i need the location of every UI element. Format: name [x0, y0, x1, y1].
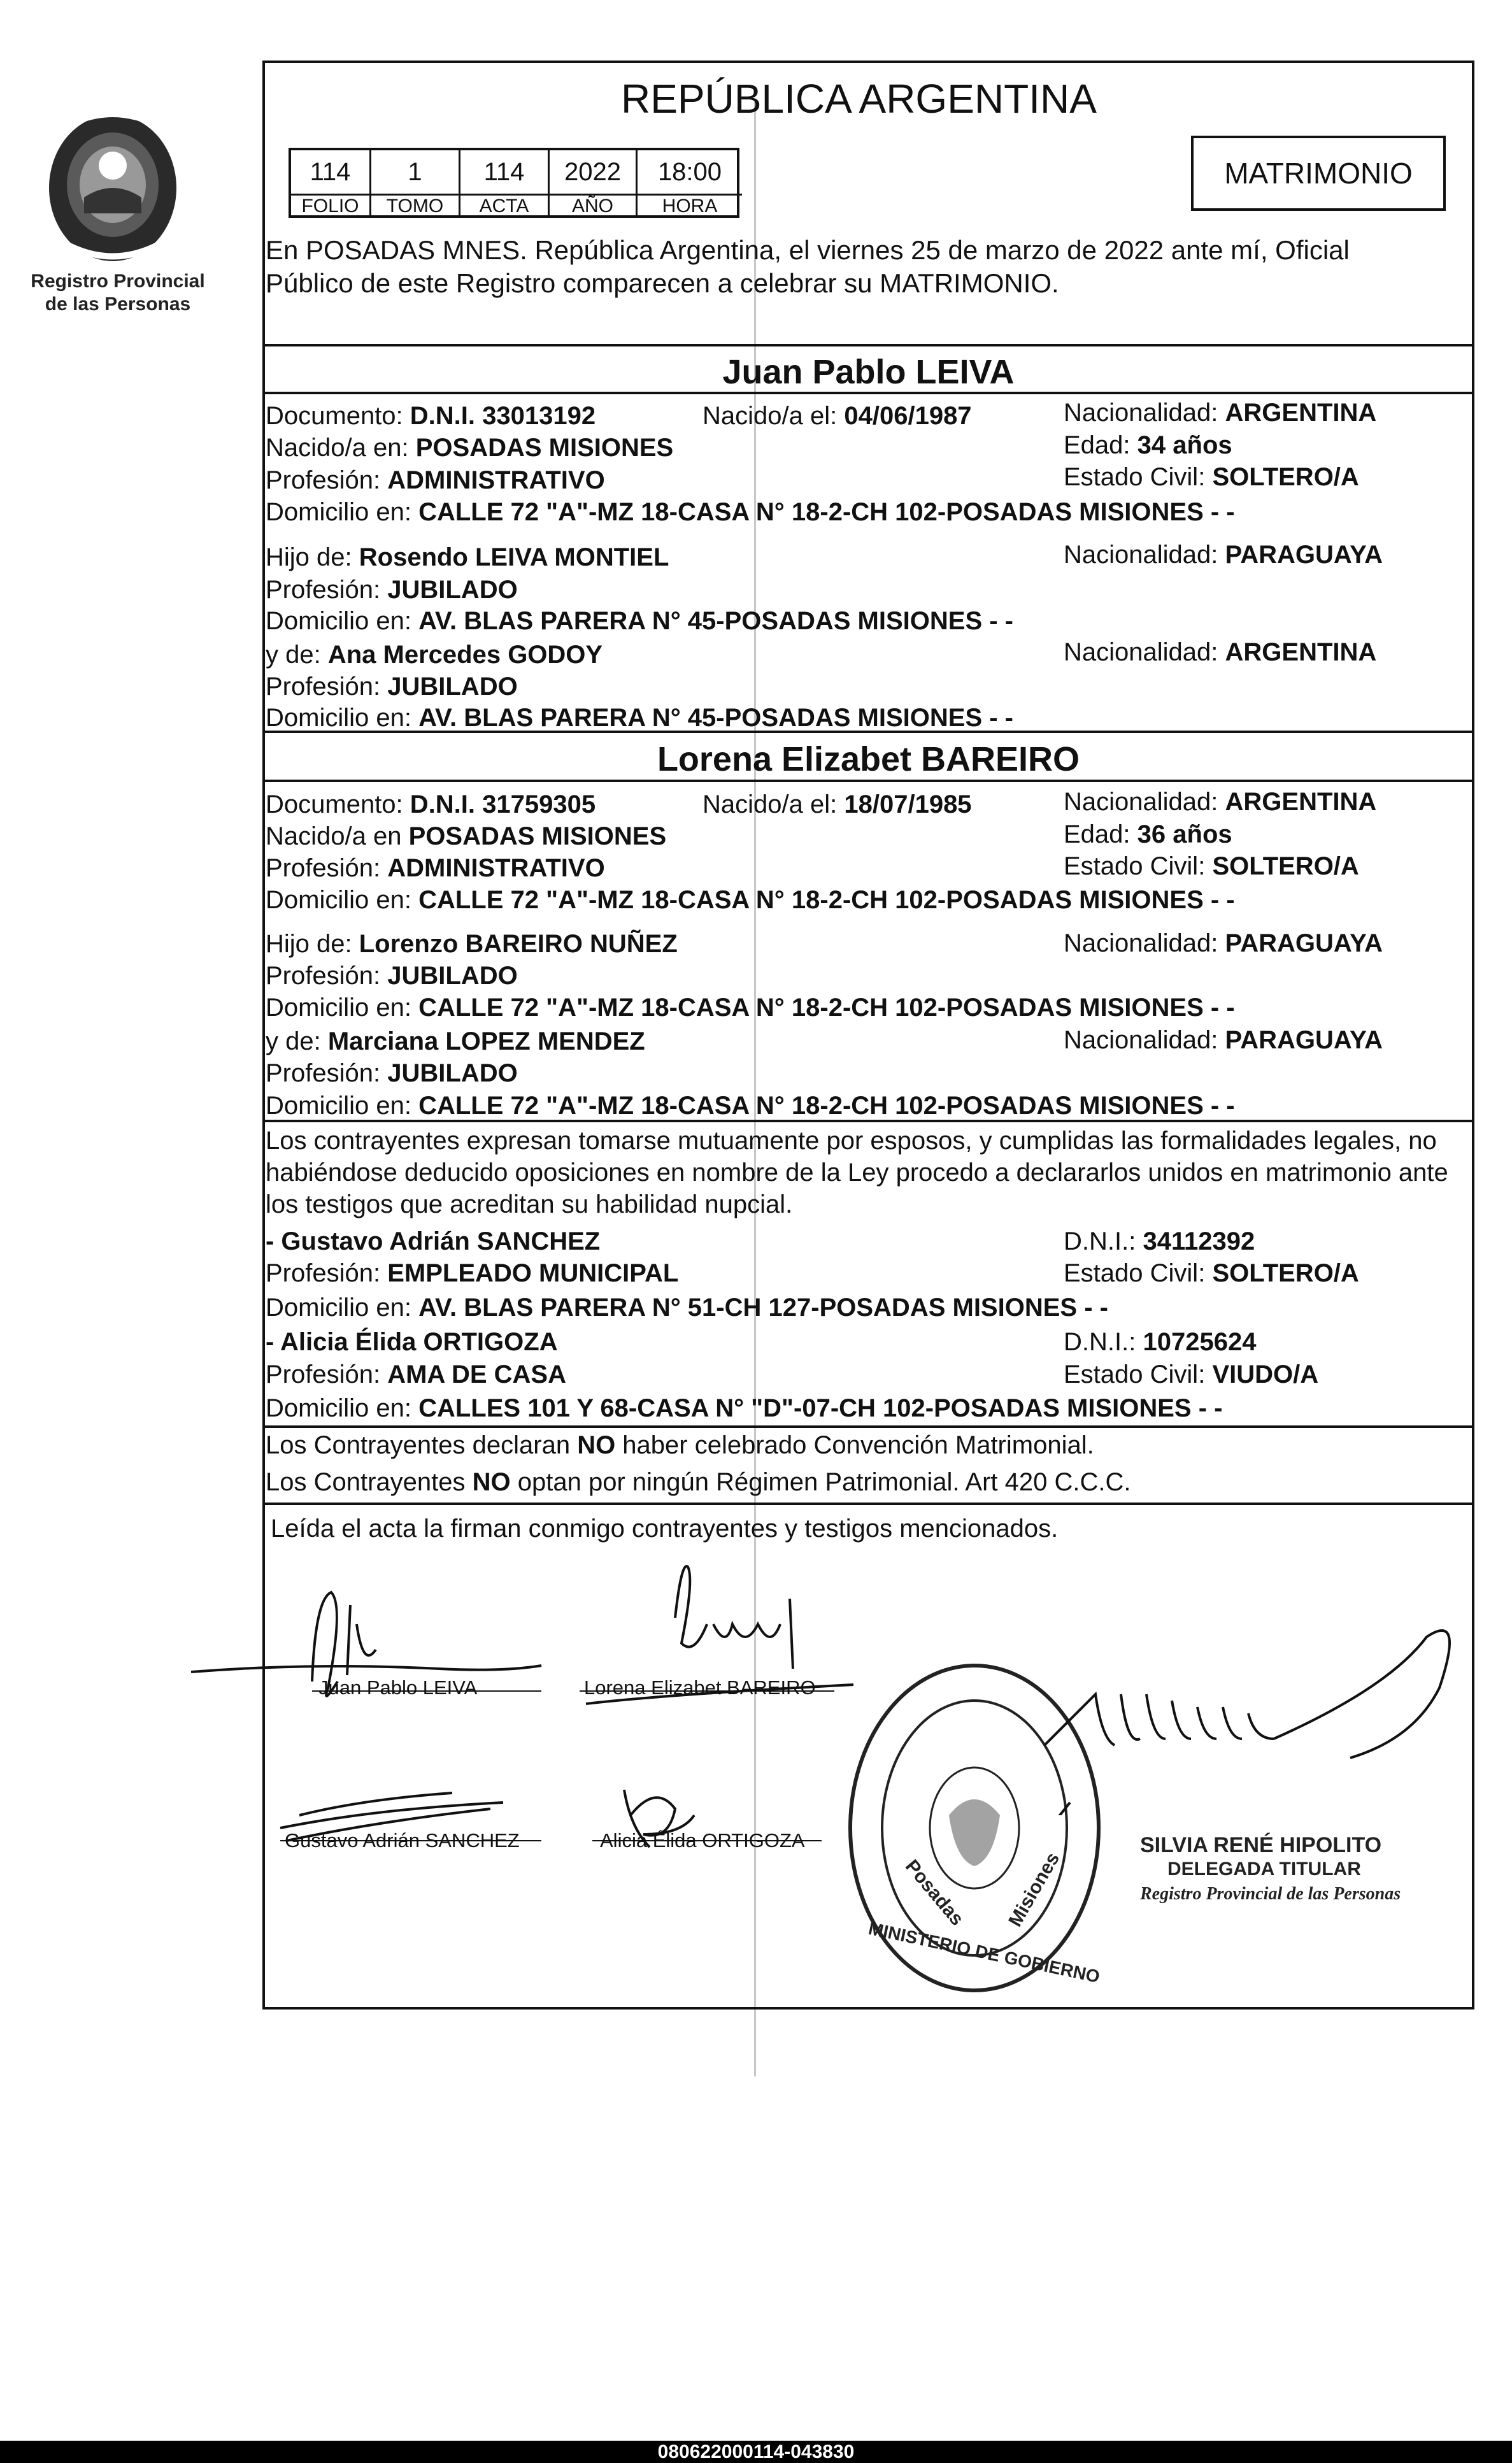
witness-1-profession: Profesión: EMPLEADO MUNICIPAL: [266, 1259, 679, 1287]
groom-nationality: Nacionalidad: ARGENTINA: [1064, 399, 1377, 427]
groom-born-in: Nacido/a en: POSADAS MISIONES: [266, 434, 674, 462]
groom-civil-status: Estado Civil: SOLTERO/A: [1064, 463, 1359, 491]
witness-1-civil-status: Estado Civil: SOLTERO/A: [1064, 1259, 1359, 1287]
officer-role: DELEGADA TITULAR: [1167, 1859, 1361, 1880]
signature-caption-groom: Juan Pablo LEIVA: [318, 1676, 478, 1699]
groom-father-address: Domicilio en: AV. BLAS PARERA N° 45-POSADAS MISIONES - -: [266, 607, 1013, 635]
groom-address: Domicilio en: CALLE 72 "A"-MZ 18-CASA N° 18-2-CH 102-POSADAS MISIONES - -: [266, 498, 1235, 526]
witness-2-address: Domicilio en: CALLES 101 Y 68-CASA N° "D"-07-CH 102-POSADAS MISIONES - -: [266, 1394, 1223, 1422]
bride-nationality: Nacionalidad: ARGENTINA: [1064, 788, 1377, 816]
rule-closing: [262, 1503, 1474, 1505]
bride-father-nationality: Nacionalidad: PARAGUAYA: [1064, 929, 1383, 957]
bride-mother: y de: Marciana LOPEZ MENDEZ: [266, 1027, 645, 1055]
witness-2-profession: Profesión: AMA DE CASA: [266, 1360, 566, 1389]
bride-address: Domicilio en: CALLE 72 "A"-MZ 18-CASA N° 18-2-CH 102-POSADAS MISIONES - -: [266, 886, 1235, 914]
bride-father: Hijo de: Lorenzo BAREIRO NUÑEZ: [266, 930, 678, 958]
bride-born-in: Nacido/a en POSADAS MISIONES: [266, 822, 667, 850]
registry-caption-line-1: Registro Provincial: [31, 271, 205, 292]
seal-center-left: Posadas: [901, 1855, 968, 1930]
rule-groom-name: [262, 392, 1474, 394]
groom-mother: y de: Ana Mercedes GODOY: [266, 641, 603, 669]
groom-profession: Profesión: ADMINISTRATIVO: [266, 466, 605, 494]
seal-bottom-text: MINISTERIO DE GOBIERNO: [866, 1918, 1102, 1987]
groom-mother-address: Domicilio en: AV. BLAS PARERA N° 45-POSADAS MISIONES - -: [266, 704, 1013, 732]
officer-signature: [1032, 1611, 1478, 1815]
id-hour: 18:00 HORA: [638, 150, 742, 217]
handwritten-signatures: [185, 1541, 873, 1873]
bride-born-on: Nacido/a el: 18/07/1985: [703, 790, 972, 818]
groom-father-nationality: Nacionalidad: PARAGUAYA: [1064, 541, 1383, 569]
witness-2-dni: D.N.I.: 10725624: [1064, 1328, 1257, 1356]
bride-doc: Documento: D.N.I. 31759305: [266, 790, 596, 818]
declaration-line-1: Los contrayentes expresan tomarse mutuamente por esposos, y cumplidas las formalidades legales, no: [266, 1127, 1437, 1155]
groom-born-on: Nacido/a el: 04/06/1987: [703, 402, 972, 430]
bride-mother-profession: Profesión: JUBILADO: [266, 1059, 518, 1087]
id-folio: 114 FOLIO: [291, 150, 371, 217]
witness-2-name: - Alicia Élida ORTIGOZA: [266, 1328, 558, 1356]
witness-1-name: - Gustavo Adrián SANCHEZ: [266, 1227, 601, 1255]
record-id-box: [289, 148, 739, 218]
id-tomo: 1 TOMO: [371, 150, 460, 217]
closing-line: Leída el acta la firman conmigo contrayentes y testigos mencionados.: [271, 1515, 1059, 1543]
groom-mother-profession: Profesión: JUBILADO: [266, 673, 518, 701]
footer-code: 080622000114-043830: [657, 2441, 855, 2462]
witness-1-dni: D.N.I.: 34112392: [1064, 1227, 1255, 1255]
bride-civil-status: Estado Civil: SOLTERO/A: [1064, 852, 1359, 880]
groom-name: Juan Pablo LEIVA: [722, 353, 1015, 391]
witness-2-civil-status: Estado Civil: VIUDO/A: [1064, 1360, 1319, 1389]
groom-father: Hijo de: Rosendo LEIVA MONTIEL: [266, 543, 669, 571]
officer-organization: Registro Provincial de las Personas: [1140, 1884, 1401, 1904]
id-acta: 114 ACTA: [460, 150, 550, 217]
registry-caption-line-2: de las Personas: [45, 294, 191, 315]
rule-header: [262, 344, 1474, 346]
groom-age: Edad: 34 años: [1064, 431, 1232, 459]
document-type-box: MATRIMONIO: [1191, 136, 1446, 211]
signature-caption-bride: Lorena Elizabet BAREIRO: [584, 1676, 816, 1699]
seal-center-right: Misiones: [1004, 1848, 1064, 1931]
groom-doc: Documento: D.N.I. 33013192: [266, 402, 596, 430]
signature-caption-witness-2: Alicia Élida ORTIGOZA: [600, 1829, 805, 1852]
regime-line-1: Los Contrayentes declaran NO haber celebrado Convención Matrimonial.: [266, 1431, 1094, 1459]
declaration-line-3: los testigos que acreditan su habilidad nupcial.: [266, 1190, 793, 1218]
page-title: REPÚBLICA ARGENTINA: [621, 76, 1097, 122]
groom-mother-nationality: Nacionalidad: ARGENTINA: [1064, 638, 1377, 666]
bride-age: Edad: 36 años: [1064, 820, 1232, 848]
bride-profession: Profesión: ADMINISTRATIVO: [266, 854, 605, 882]
intro-line-1: En POSADAS MNES. República Argentina, el viernes 25 de marzo de 2022 ante mí, Oficial: [266, 235, 1350, 265]
bride-mother-nationality: Nacionalidad: PARAGUAYA: [1064, 1026, 1383, 1054]
signature-caption-witness-1: Gustavo Adrián SANCHEZ: [285, 1829, 520, 1852]
intro-line-2: Público de este Registro comparecen a celebrar su MATRIMONIO.: [266, 268, 1059, 298]
rule-regime: [262, 1425, 1474, 1428]
bride-father-address: Domicilio en: CALLE 72 "A"-MZ 18-CASA N° 18-2-CH 102-POSADAS MISIONES - -: [266, 994, 1235, 1022]
bride-mother-address: Domicilio en: CALLE 72 "A"-MZ 18-CASA N° 18-2-CH 102-POSADAS MISIONES - -: [266, 1092, 1235, 1120]
groom-father-profession: Profesión: JUBILADO: [266, 576, 518, 604]
bride-father-profession: Profesión: JUBILADO: [266, 962, 518, 990]
rule-bride-name: [262, 780, 1474, 782]
id-year: 2022 AÑO: [550, 150, 638, 217]
officer-name: SILVIA RENÉ HIPOLITO: [1140, 1833, 1382, 1857]
bride-name: Lorena Elizabet BAREIRO: [657, 740, 1080, 778]
witness-1-address: Domicilio en: AV. BLAS PARERA N° 51-CH 127-POSADAS MISIONES - -: [266, 1294, 1108, 1322]
regime-line-2: Los Contrayentes NO optan por ningún Régimen Patrimonial. Art 420 C.C.C.: [266, 1468, 1131, 1496]
registry-caption: [25, 270, 210, 316]
registry-logo: [39, 102, 186, 268]
declaration-line-2: habiéndose deducido oposiciones en nombre de la Ley procedo a declararlos unidos en matrimonio ante: [266, 1159, 1448, 1187]
